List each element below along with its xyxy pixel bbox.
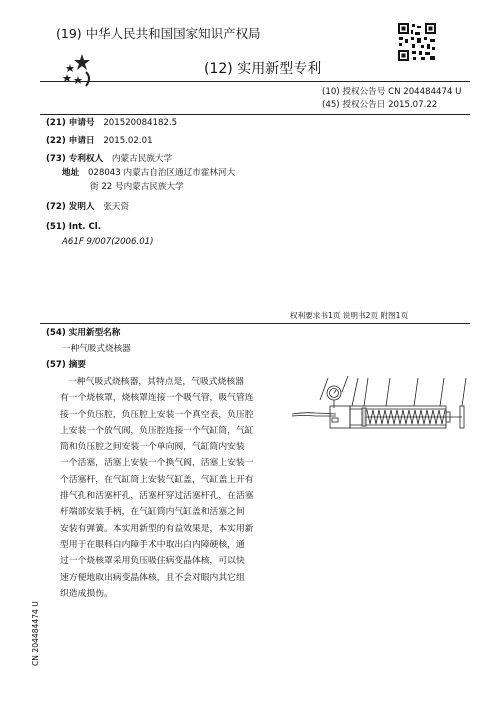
- inventor-label: (72) 发明人: [46, 202, 95, 212]
- abstract-line: 过一个烧核罩采用负压吸住病变晶体核，可以快: [60, 556, 245, 567]
- application-date-label: (22) 申请日: [46, 136, 95, 146]
- address-line-1: 028043 内蒙古自治区通辽市霍林河大: [87, 168, 236, 178]
- application-date: 2015.02.01: [103, 136, 153, 146]
- abstract-line: 上安装一个放气阀，负压腔连接一个气缸筒，气缸: [60, 425, 254, 436]
- patentee-label: (73) 专利权人: [46, 154, 104, 164]
- qr-code: [397, 22, 437, 62]
- abstract-line: 一个活塞，活塞上安装一个换气阀，活塞上安装一: [60, 458, 254, 469]
- abstract-line: 杆端部安装手柄，在气缸筒内气缸盖和活塞之间: [60, 507, 245, 518]
- utility-model-title: 一种气吸式烧核器: [62, 344, 131, 354]
- intcl-label: (51) Int. Cl.: [46, 222, 102, 232]
- application-number: 201520084182.5: [103, 118, 178, 128]
- patentee: 内蒙古民族大学: [111, 154, 173, 164]
- inventor: 张天资: [103, 202, 130, 212]
- abstract-line: 安装有弹簧。本实用新型的有益效果是，本实用新: [60, 523, 254, 534]
- intcl-value: A61F 9/007(2006.01): [62, 237, 154, 247]
- abstract-line: 型用于在眼科白内障手术中取出白内障硬核，通: [60, 539, 245, 550]
- side-publication-code: CN 204484474 U: [31, 601, 40, 666]
- abstract-label: (57) 摘要: [46, 360, 86, 370]
- abstract-line: 个活塞杆，在气缸筒上安装气缸盖，气缸盖上开有: [60, 474, 254, 485]
- publication-number: (10) 授权公告号 CN 204484474 U: [322, 87, 462, 97]
- header-rule: [40, 81, 470, 82]
- abstract-line: 一种气吸式烧核器，其特点是，气吸式烧核器: [68, 377, 244, 387]
- sipo-emblem: [62, 52, 96, 88]
- application-date-row: [46, 135, 153, 148]
- publication-date: (45) 授权公告日 2015.07.22: [322, 100, 438, 110]
- address-line-2: 街 22 号内蒙古民族大学: [90, 182, 184, 192]
- section-rule: [40, 323, 470, 324]
- abstract-line: 排气孔和活塞杆孔，活塞杆穿过活塞杆孔，在活塞: [60, 491, 254, 502]
- abstract-line: 速方便地取出病变晶体核，且不会对眼内其它组: [60, 572, 245, 583]
- abstract-line: 织造成损伤。: [60, 588, 113, 599]
- title-label: (54) 实用新型名称: [46, 328, 121, 338]
- address-label: 地址: [62, 168, 80, 178]
- patentee-row: [46, 153, 172, 166]
- document-kind: (12) 实用新型专利: [204, 61, 322, 77]
- application-number-row: [46, 117, 177, 130]
- application-number-label: (21) 申请号: [46, 118, 95, 128]
- pages-info: 权利要求书1页 说明书2页 附图1页: [290, 311, 409, 320]
- header-rule-2: [40, 114, 470, 115]
- abstract-line: 筒和负压腔之间安装一个单向阀，气缸筒内安装: [60, 442, 245, 453]
- inventor-row: [46, 201, 129, 214]
- address-row: [62, 167, 235, 180]
- device-drawing: [290, 372, 470, 444]
- abstract-body: [60, 374, 275, 602]
- patent-office-name: (19) 中华人民共和国国家知识产权局: [56, 26, 261, 41]
- abstract-line: 接一个负压腔，负压腔上安装一个真空表，负压腔: [60, 409, 254, 420]
- abstract-line: 有一个烧核罩，烧核罩连接一个吸气管，吸气管连: [60, 393, 254, 404]
